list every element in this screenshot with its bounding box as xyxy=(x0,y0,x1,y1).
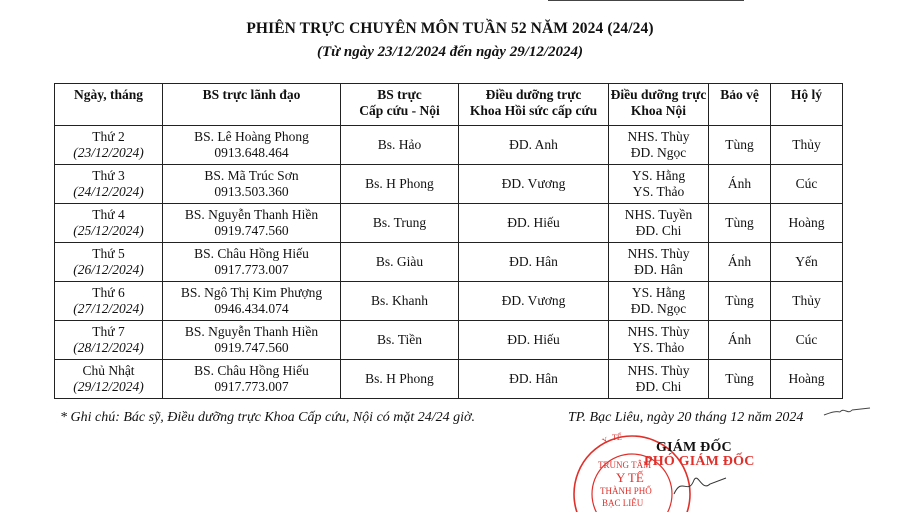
internal-nurse: YS. Hằng xyxy=(631,168,686,183)
date-label: (28/12/2024) xyxy=(73,340,144,355)
duty-schedule-table xyxy=(54,83,843,399)
table-cell xyxy=(771,243,843,282)
column-header xyxy=(163,84,341,126)
er-doctor: Bs. Trung xyxy=(372,215,427,230)
internal-nurse: ĐD. Chi xyxy=(635,223,682,238)
table-cell xyxy=(341,360,459,399)
lead-doctor-phone: 0946.434.074 xyxy=(214,301,289,316)
table-cell xyxy=(55,126,163,165)
table-cell xyxy=(709,321,771,360)
table-cell xyxy=(709,282,771,321)
icu-nurse: ĐD. Vương xyxy=(501,176,566,191)
table-cell xyxy=(341,282,459,321)
table-cell xyxy=(771,165,843,204)
table-cell xyxy=(163,204,341,243)
table-cell xyxy=(709,243,771,282)
lead-doctor-phone: 0913.648.464 xyxy=(214,145,289,160)
column-header-line: Bảo vệ xyxy=(720,87,759,102)
internal-nurse: NHS. Tuyền xyxy=(624,207,693,222)
table-cell xyxy=(771,204,843,243)
table-cell xyxy=(609,282,709,321)
table-cell xyxy=(459,360,609,399)
date-label: (23/12/2024) xyxy=(73,145,144,160)
table-cell xyxy=(709,126,771,165)
guard: Tùng xyxy=(725,215,754,230)
table-row xyxy=(55,321,843,360)
table-row xyxy=(55,204,843,243)
table-cell xyxy=(163,282,341,321)
lead-doctor-phone: 0913.503.360 xyxy=(214,184,289,199)
table-cell xyxy=(459,204,609,243)
table-cell xyxy=(163,165,341,204)
svg-text:Y TẾ: Y TẾ xyxy=(616,470,644,485)
table-cell xyxy=(163,360,341,399)
internal-nurse: ĐD. Hân xyxy=(634,262,683,277)
guard: Ánh xyxy=(727,176,752,191)
orderly: Cúc xyxy=(795,176,818,191)
internal-nurse: ĐD. Ngọc xyxy=(630,145,687,160)
guard: Tùng xyxy=(725,371,754,386)
orderly: Cúc xyxy=(795,332,818,347)
internal-nurse: YS. Thảo xyxy=(632,340,685,355)
table-cell xyxy=(709,165,771,204)
table-row xyxy=(55,282,843,321)
table-cell xyxy=(55,243,163,282)
table-row xyxy=(55,243,843,282)
table-cell xyxy=(163,243,341,282)
table-cell xyxy=(341,321,459,360)
column-header xyxy=(609,84,709,126)
table-cell xyxy=(341,165,459,204)
table-cell xyxy=(341,126,459,165)
er-doctor: Bs. H Phong xyxy=(365,176,434,191)
orderly: Hoàng xyxy=(788,371,825,386)
table-cell xyxy=(609,360,709,399)
document-title: PHIÊN TRỰC CHUYÊN MÔN TUẦN 52 NĂM 2024 (24/24) xyxy=(246,20,654,37)
internal-nurse: NHS. Thùy xyxy=(627,246,690,261)
day-label: Thứ 2 xyxy=(92,129,125,144)
table-row xyxy=(55,126,843,165)
column-header-line: Điều dưỡng trực xyxy=(485,87,582,102)
svg-text:TRUNG TÂM: TRUNG TÂM xyxy=(598,460,652,470)
icu-nurse: ĐD. Anh xyxy=(509,137,558,152)
lead-doctor-name: BS. Châu Hồng Hiếu xyxy=(194,363,309,378)
lead-doctor-name: BS. Nguyễn Thanh Hiền xyxy=(184,324,319,339)
internal-nurse: YS. Thảo xyxy=(632,184,685,199)
icu-nurse: ĐD. Hân xyxy=(509,254,558,269)
table-cell xyxy=(341,243,459,282)
lead-doctor-name: BS. Ngô Thị Kim Phượng xyxy=(180,285,323,300)
er-doctor: Bs. H Phong xyxy=(365,371,434,386)
table-cell xyxy=(459,243,609,282)
signature-scribble xyxy=(670,470,730,500)
er-doctor: Bs. Giàu xyxy=(375,254,424,269)
orderly: Yến xyxy=(795,254,818,269)
column-header-line: Khoa Hồi sức cấp cứu xyxy=(469,103,598,118)
lead-doctor-phone: 0919.747.560 xyxy=(214,223,289,238)
date-label: (27/12/2024) xyxy=(73,301,144,316)
internal-nurse: ĐD. Chi xyxy=(635,379,682,394)
table-cell xyxy=(771,360,843,399)
table-cell xyxy=(771,321,843,360)
signature-deputy-title: PHÓ GIÁM ĐỐC xyxy=(644,454,755,469)
signature-title: GIÁM ĐỐC xyxy=(656,440,732,455)
date-label: (26/12/2024) xyxy=(73,262,144,277)
table-cell xyxy=(55,204,163,243)
table-cell xyxy=(709,204,771,243)
er-doctor: Bs. Tiền xyxy=(376,332,423,347)
lead-doctor-name: BS. Nguyễn Thanh Hiền xyxy=(184,207,319,222)
column-header xyxy=(771,84,843,126)
icu-nurse: ĐD. Hiếu xyxy=(507,332,560,347)
date-label: (25/12/2024) xyxy=(73,223,144,238)
internal-nurse: YS. Hằng xyxy=(631,285,686,300)
er-doctor: Bs. Hảo xyxy=(377,137,422,152)
day-label: Thứ 5 xyxy=(92,246,125,261)
table-cell xyxy=(771,126,843,165)
day-label: Thứ 7 xyxy=(92,324,125,339)
guard: Ánh xyxy=(727,254,752,269)
guard: Ánh xyxy=(727,332,752,347)
table-cell xyxy=(55,321,163,360)
guard: Tùng xyxy=(725,137,754,152)
icu-nurse: ĐD. Hân xyxy=(509,371,558,386)
table-cell xyxy=(163,126,341,165)
column-header-line: Ngày, tháng xyxy=(73,87,144,102)
footnote: * Ghi chú: Bác sỹ, Điều dưỡng trực Khoa Cấp cứu, Nội có mặt 24/24 giờ. xyxy=(60,410,476,425)
top-rule xyxy=(548,0,744,1)
table-cell xyxy=(55,282,163,321)
day-label: Thứ 4 xyxy=(92,207,125,222)
table-cell xyxy=(609,204,709,243)
column-header-line: Hộ lý xyxy=(790,87,823,102)
document-subtitle: (Từ ngày 23/12/2024 đến ngày 29/12/2024) xyxy=(316,44,584,60)
internal-nurse: NHS. Thùy xyxy=(627,363,690,378)
er-doctor: Bs. Khanh xyxy=(371,293,428,308)
day-label: Thứ 6 xyxy=(92,285,125,300)
day-label: Chủ Nhật xyxy=(82,363,135,378)
lead-doctor-phone: 0917.773.007 xyxy=(214,379,289,394)
table-cell xyxy=(459,165,609,204)
orderly: Thủy xyxy=(792,137,821,152)
svg-text:Y: Y xyxy=(600,435,611,446)
lead-doctor-phone: 0919.747.560 xyxy=(214,340,289,355)
column-header-line: Cấp cứu - Nội xyxy=(359,103,440,118)
internal-nurse: NHS. Thùy xyxy=(627,129,690,144)
internal-nurse: NHS. Thùy xyxy=(627,324,690,339)
table-cell xyxy=(55,360,163,399)
column-header xyxy=(55,84,163,126)
table-row xyxy=(55,360,843,399)
svg-text:BẠC LIÊU: BẠC LIÊU xyxy=(602,498,644,508)
table-cell xyxy=(459,126,609,165)
day-label: Thứ 3 xyxy=(92,168,125,183)
column-header-line: Khoa Nội xyxy=(630,103,687,118)
table-cell xyxy=(609,126,709,165)
orderly: Thủy xyxy=(792,293,821,308)
internal-nurse: ĐD. Ngọc xyxy=(630,301,687,316)
orderly: Hoàng xyxy=(788,215,825,230)
lead-doctor-name: BS. Lê Hoàng Phong xyxy=(194,129,309,144)
lead-doctor-name: BS. Châu Hồng Hiếu xyxy=(194,246,309,261)
table-header-row xyxy=(55,84,843,126)
table-cell xyxy=(459,282,609,321)
table-body xyxy=(55,126,843,399)
icu-nurse: ĐD. Vương xyxy=(501,293,566,308)
icu-nurse: ĐD. Hiếu xyxy=(507,215,560,230)
guard: Tùng xyxy=(725,293,754,308)
handwritten-mark xyxy=(822,403,872,419)
column-header-line: BS trực xyxy=(377,87,422,102)
place-date: TP. Bạc Liêu, ngày 20 tháng 12 năm 2024 xyxy=(568,410,804,425)
table-cell xyxy=(709,360,771,399)
table-cell xyxy=(163,321,341,360)
date-label: (29/12/2024) xyxy=(73,379,144,394)
table-row xyxy=(55,165,843,204)
table-cell xyxy=(609,165,709,204)
table-cell xyxy=(459,321,609,360)
table-cell xyxy=(341,204,459,243)
column-header-line: Điều dưỡng trực xyxy=(610,87,707,102)
lead-doctor-phone: 0917.773.007 xyxy=(214,262,289,277)
table-cell xyxy=(609,321,709,360)
column-header xyxy=(341,84,459,126)
column-header xyxy=(709,84,771,126)
table-cell xyxy=(55,165,163,204)
column-header xyxy=(459,84,609,126)
column-header-line: BS trực lãnh đạo xyxy=(202,87,301,102)
table-cell xyxy=(771,282,843,321)
table-cell xyxy=(609,243,709,282)
svg-text:TẾ: TẾ xyxy=(612,433,622,442)
lead-doctor-name: BS. Mã Trúc Sơn xyxy=(204,168,299,183)
date-label: (24/12/2024) xyxy=(73,184,144,199)
svg-text:THÀNH PHỐ: THÀNH PHỐ xyxy=(600,486,652,496)
